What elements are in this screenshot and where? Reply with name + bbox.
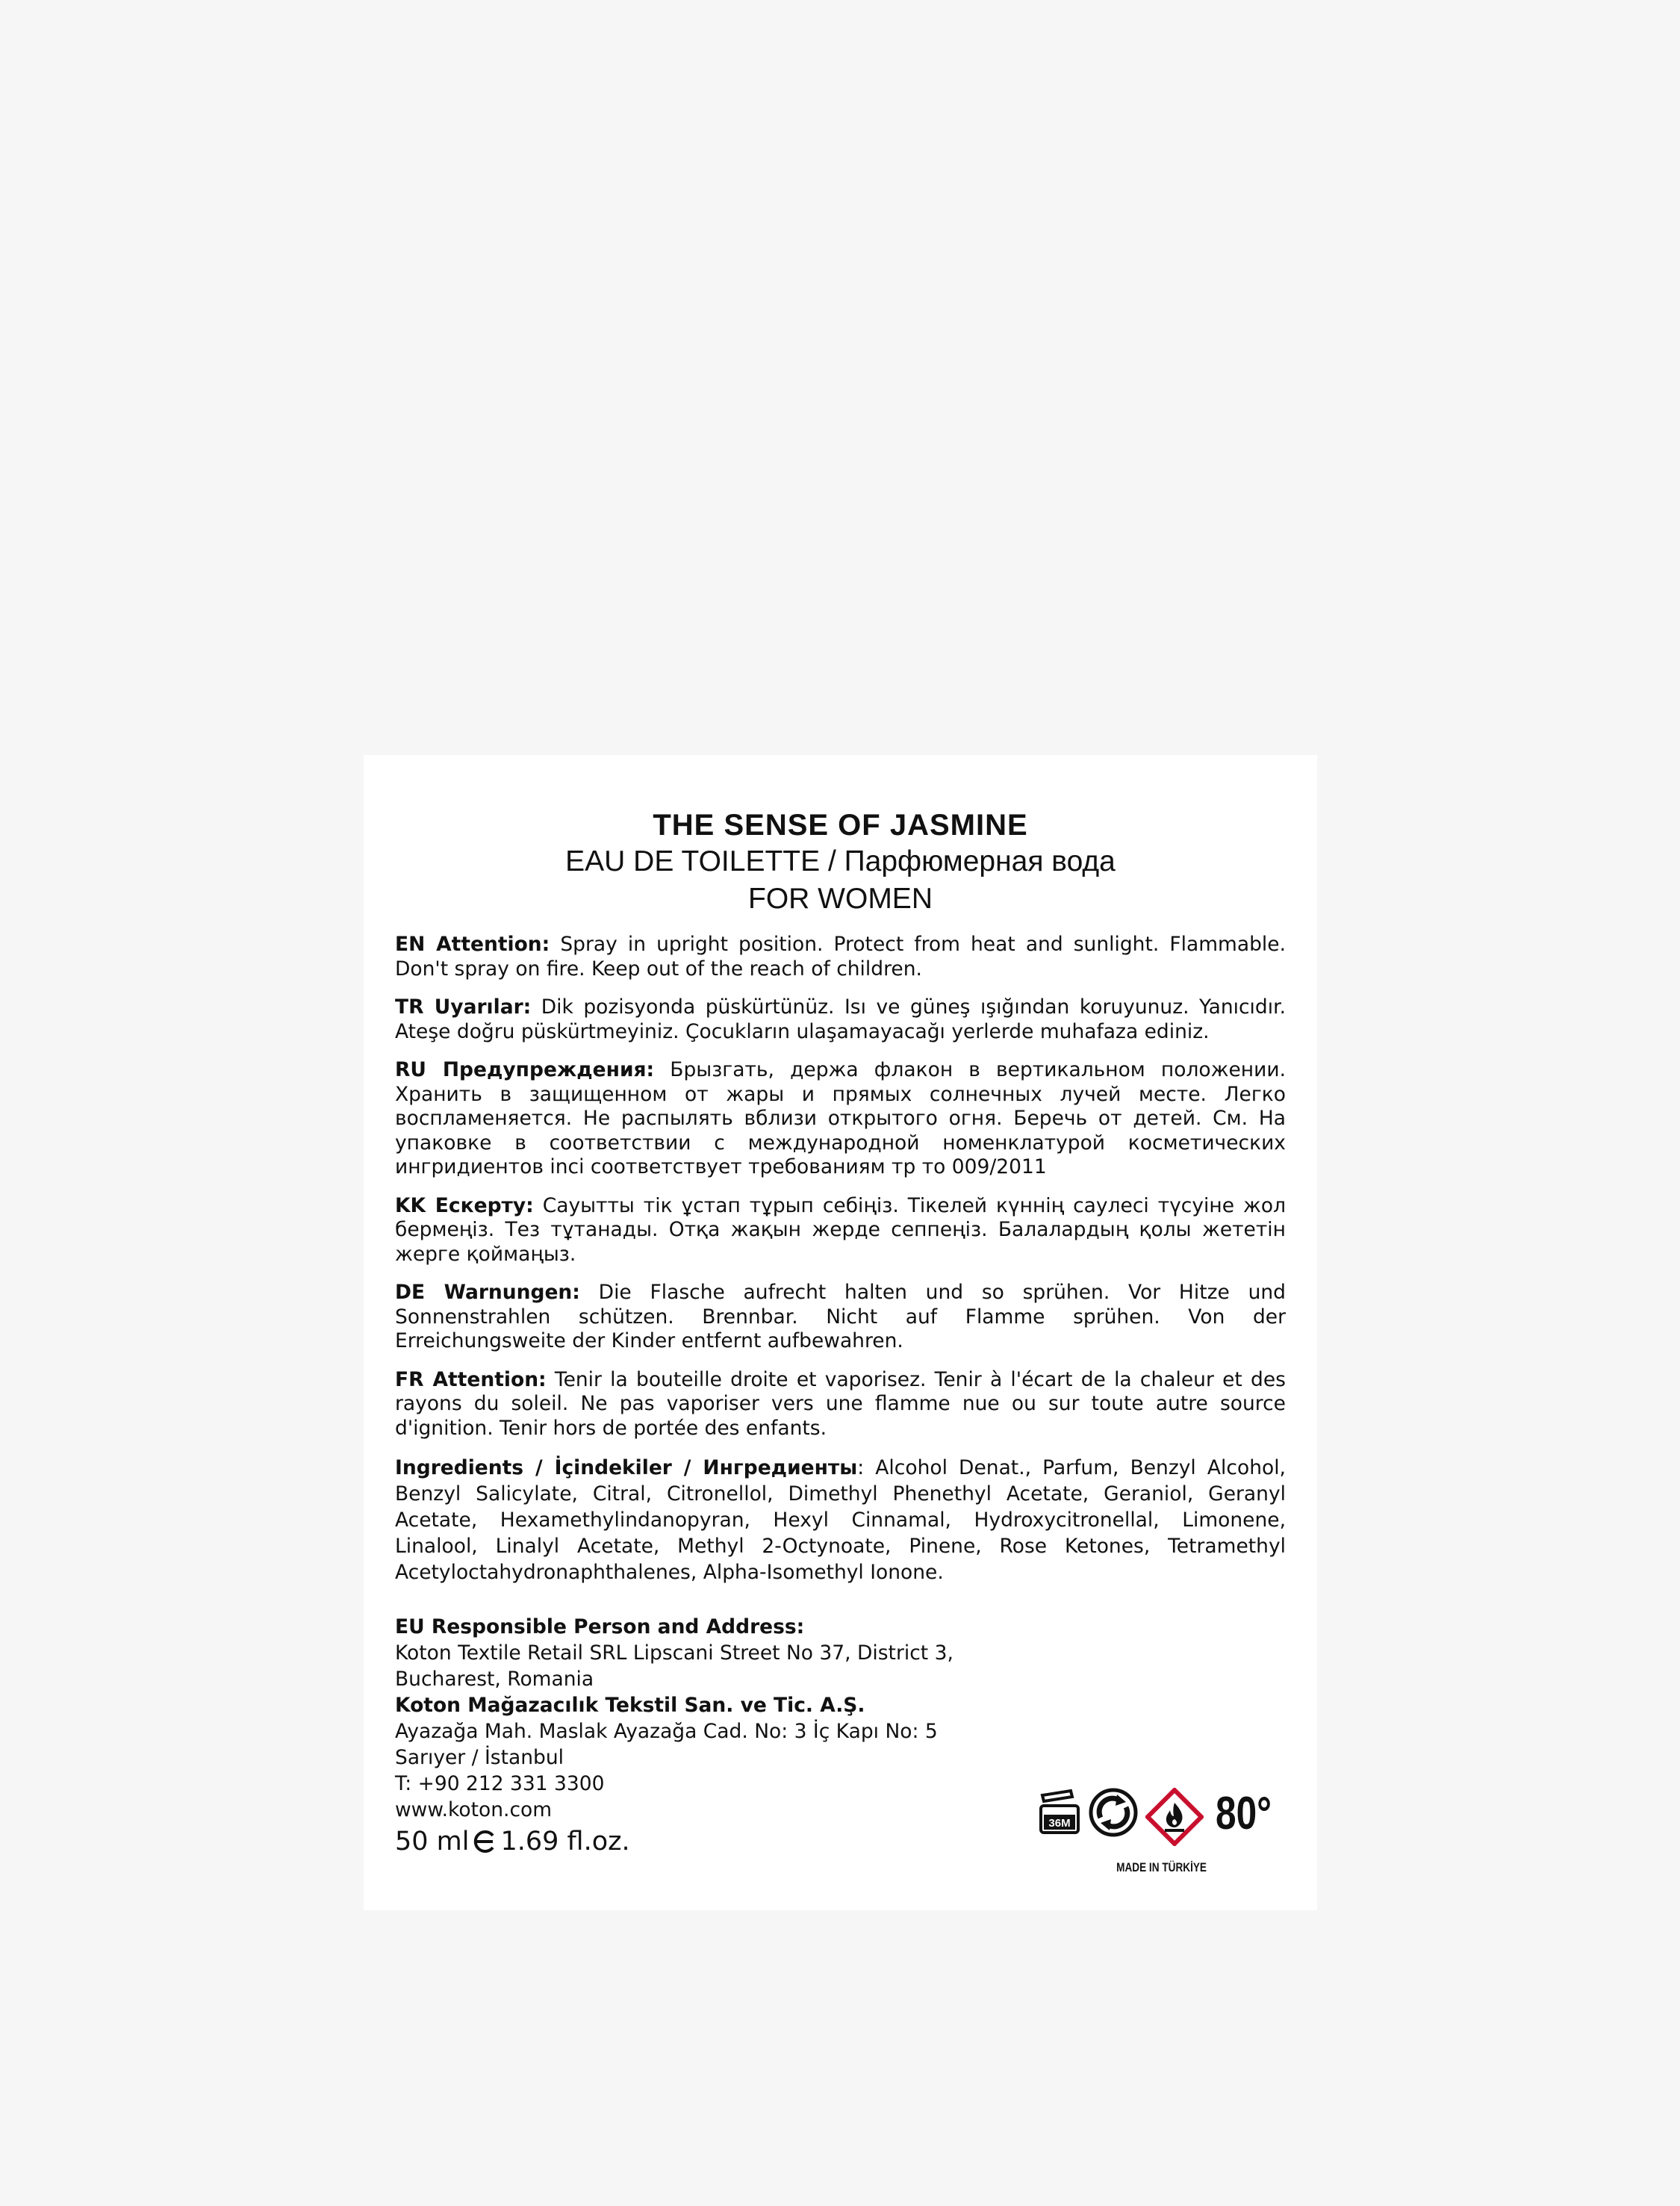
- label-header: [395, 807, 1286, 918]
- warning-tr: [395, 995, 1286, 1044]
- eu-address-line2: Bucharest, Romania: [395, 1668, 594, 1691]
- symbols-row: [1038, 1788, 1286, 1846]
- company-address-line2: Sarıyer / İstanbul: [395, 1746, 564, 1769]
- warning-en: [395, 933, 1286, 981]
- warning-ru: [395, 1058, 1286, 1180]
- ingredients-list: [395, 1455, 1286, 1585]
- flammable-hazard-icon: [1145, 1788, 1204, 1846]
- ingredients-text: : Alcohol Denat., Parfum, Benzyl Alcohol, Benzyl Salicylate, Citral, Citronellol, Dimethyl Phenethyl Acetate, Geraniol, Geranyl Acetate, Hexamethylindanopyran, Hexyl Cinnamal, Hydroxycitronellal, Limonene, Linalool, Linalyl Acetate, Methyl 2-Octynoate, Pinene, Rose Ketones, Tetramethyl Acetyloctahydronaphthalenes, Alpha-Isomethyl Ionone.: [395, 1456, 1286, 1584]
- warnings-section: [395, 933, 1286, 1441]
- estimated-e-icon: [472, 1829, 497, 1854]
- company-name: Koton Mağazacılık Tekstil San. ve Tic. A.Ş.: [395, 1694, 865, 1717]
- product-subtitle: EAU DE TOILETTE / Парфюмерная вода: [565, 845, 1116, 877]
- warning-text: Брызгать, держа флакон в вертикальном положении. Хранить в защищенном от жары и прямых солнечных лучей месте. Легко воспламеняется. Не распылять вблизи открытого огня. Беречь от детей. См. На упаковке в соответствии с международной номенклатурой косметических ингридиентов inci соответствует требованиям тр то 009/2011: [395, 1058, 1286, 1178]
- warning-label: TR Uyarılar:: [395, 995, 532, 1019]
- eu-heading: EU Responsible Person and Address:: [395, 1615, 805, 1638]
- eu-address-line1: Koton Textile Retail SRL Lipscani Street No 37, District 3,: [395, 1641, 953, 1665]
- warning-text: Сауытты тік ұстап тұрып себіңіз. Тікелей күннің саулесі түсуіне жол бермеңіз. Тез тұтанады. Отқа жақын жерде сеппеңіз. Балалардың қолы жететін жерге қоймаңыз.: [395, 1193, 1287, 1266]
- warning-fr: [395, 1368, 1286, 1441]
- company-website: www.koton.com: [395, 1798, 553, 1821]
- temperature-limit: 80°: [1216, 1788, 1272, 1839]
- warning-text: Dik pozisyonda püskürtünüz. Isı ve güneş ışığından koruyunuz. Yanıcıdır. Ateşe doğru püskürtmeyiniz. Çocukların ulaşamayacağı yerlerde muhafaza ediniz.: [395, 995, 1286, 1043]
- warning-label: RU Предупреждения:: [395, 1058, 655, 1081]
- warning-text: Die Flasche aufrecht halten und so sprühen. Vor Hitze und Sonnenstrahlen schützen. Brennbar. Nicht auf Flamme sprühen. Von der Erreichungsweite der Kinder entfernt aufbewahren.: [395, 1281, 1286, 1352]
- pao-jar-icon: [1038, 1788, 1081, 1836]
- warning-label: DE Warnungen:: [395, 1281, 580, 1304]
- product-label: [364, 755, 1317, 1910]
- volume-floz: 1.69 fl.oz.: [500, 1827, 630, 1857]
- warning-label: KK Ескерту:: [395, 1193, 534, 1217]
- warning-de: [395, 1281, 1286, 1354]
- volume-ml: 50 ml: [395, 1827, 470, 1857]
- warning-label: FR Attention:: [395, 1367, 547, 1391]
- company-address-line1: Ayazağa Mah. Maslak Ayazağa Cad. No: 3 İç Kapı No: 5: [395, 1720, 938, 1743]
- product-title: THE SENSE OF JASMINE: [653, 809, 1028, 842]
- warning-text: Spray in upright position. Protect from heat and sunlight. Flammable. Don't spray on fire. Keep out of the reach of children.: [395, 933, 1286, 981]
- recycle-icon: [1089, 1788, 1138, 1837]
- made-in-text: MADE IN TÜRKİYE: [1116, 1860, 1207, 1874]
- company-phone: T: +90 212 331 3300: [395, 1772, 605, 1795]
- warning-kk: [395, 1194, 1286, 1267]
- pao-text: 36M: [1048, 1817, 1071, 1830]
- warning-label: EN Attention:: [395, 933, 550, 956]
- ingredients-label: Ingredients / İçindekiler / Ингредиенты: [395, 1456, 858, 1479]
- warning-text: Tenir la bouteille droite et vaporisez. Tenir à l'écart de la chaleur et des rayons du soleil. Ne pas vaporiser vers une flamme nue ou sur toute autre source d'ignition. Tenir hors de portée des enfants.: [395, 1367, 1286, 1440]
- product-audience: FOR WOMEN: [748, 883, 933, 915]
